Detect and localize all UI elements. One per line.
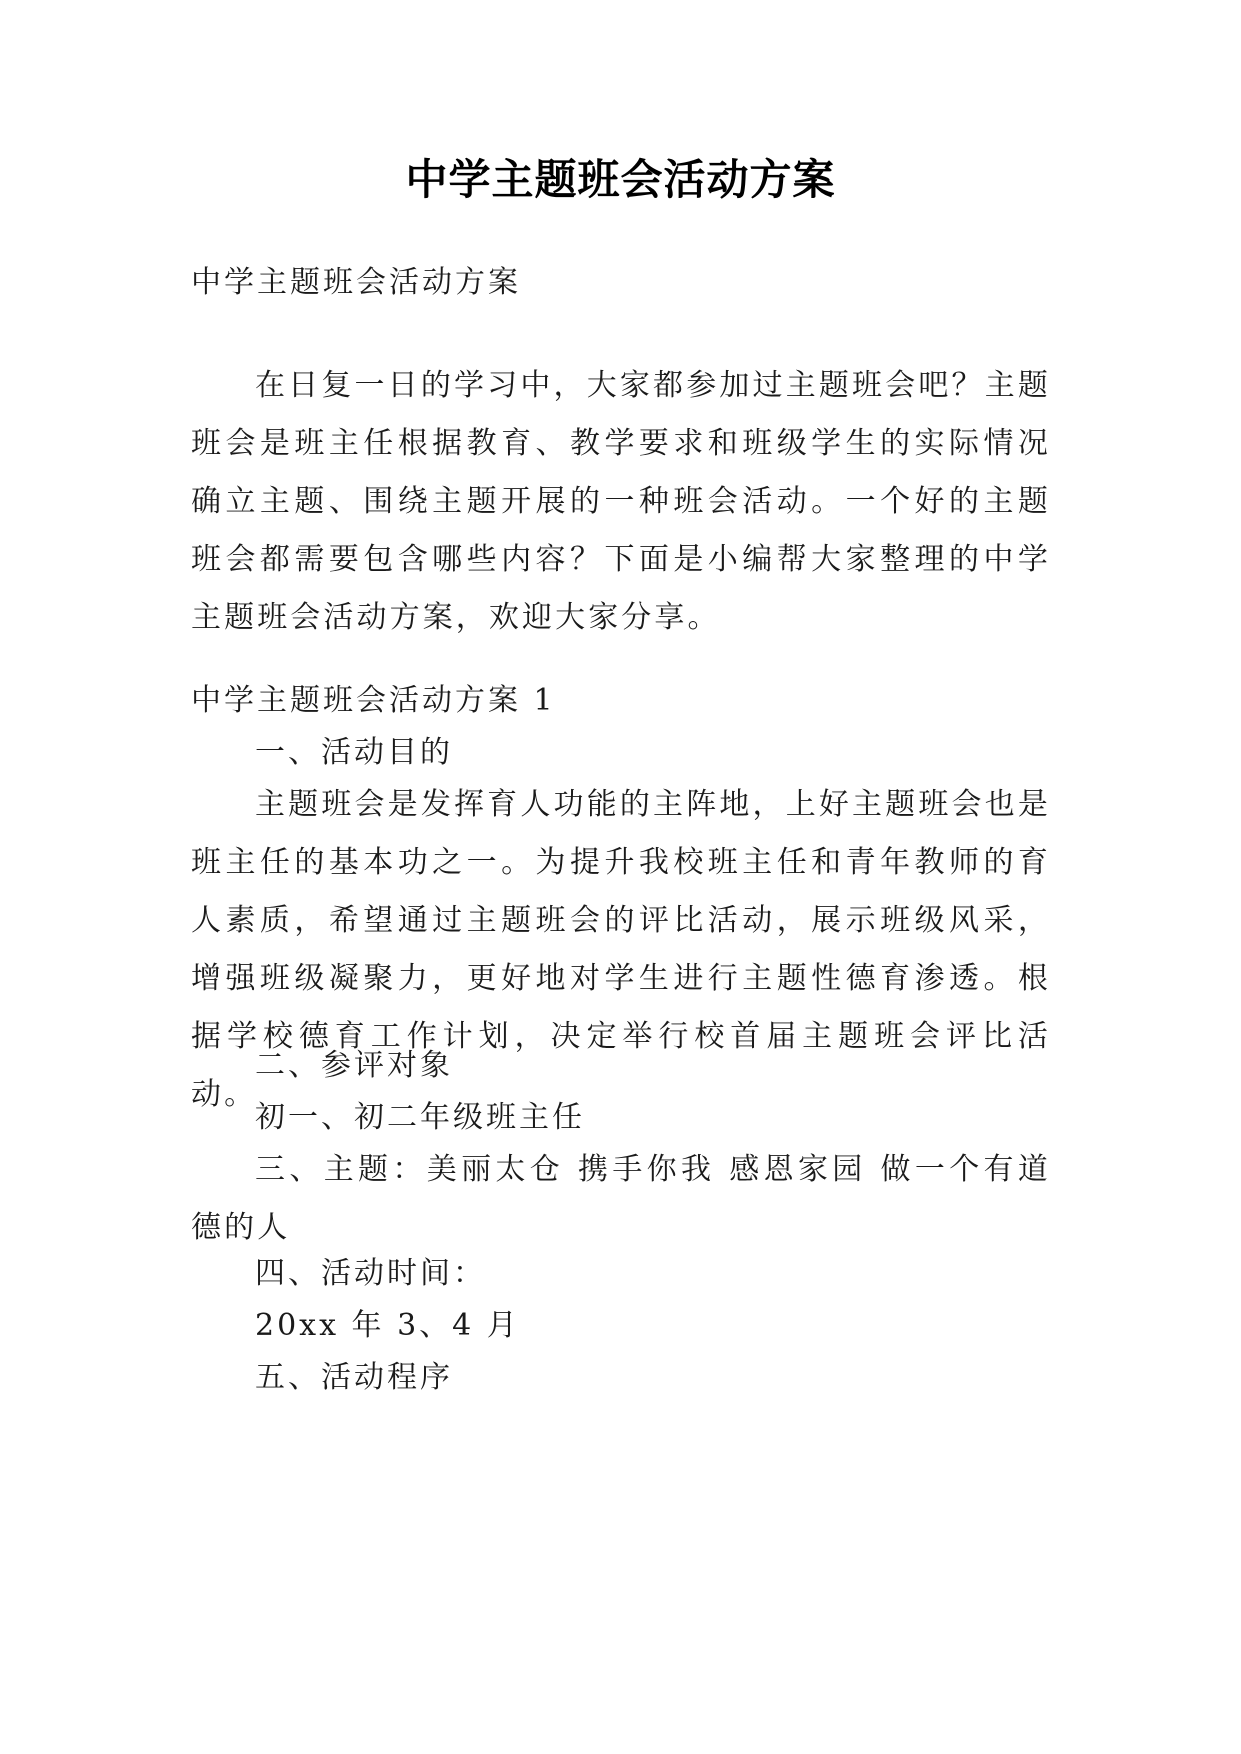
section-title: 中学主题班会活动方案 1 bbox=[191, 683, 556, 718]
intro-paragraph: 在日复一日的学习中，大家都参加过主题班会吧？主题班会是班主任根据教育、教学要求和班级学生的实际情况确立主题、围绕主题开展的一种班会活动。一个好的主题班会都需要包含哪些内容？下面是小编帮大家整理的中学主题班会活动方案，欢迎大家分享。 bbox=[191, 368, 1051, 635]
participants-text: 初一、初二年级班主任 bbox=[255, 1100, 585, 1135]
heading-activity-purpose: 一、活动目的 bbox=[255, 735, 453, 770]
heading-participants: 二、参评对象 bbox=[255, 1048, 453, 1083]
activity-time-text: 20xx 年 3、4 月 bbox=[255, 1308, 520, 1343]
heading-activity-procedure: 五、活动程序 bbox=[255, 1360, 453, 1395]
heading-activity-time: 四、活动时间： bbox=[255, 1256, 486, 1291]
document-title: 中学主题班会活动方案 bbox=[405, 155, 836, 204]
document-subtitle: 中学主题班会活动方案 bbox=[191, 265, 521, 300]
purpose-paragraph: 主题班会是发挥育人功能的主阵地，上好主题班会也是班主任的基本功之一。为提升我校班主任和青年教师的育人素质，希望通过主题班会的评比活动，展示班级风采，增强班级凝聚力，更好地对学生进行主题性德育渗透。根据学校德育工作计划，决定举行校首届主题班会评比活动。 bbox=[191, 787, 1051, 1112]
heading-theme: 三、主题：美丽太仓 携手你我 感恩家园 做一个有道德的人 bbox=[191, 1152, 1051, 1245]
